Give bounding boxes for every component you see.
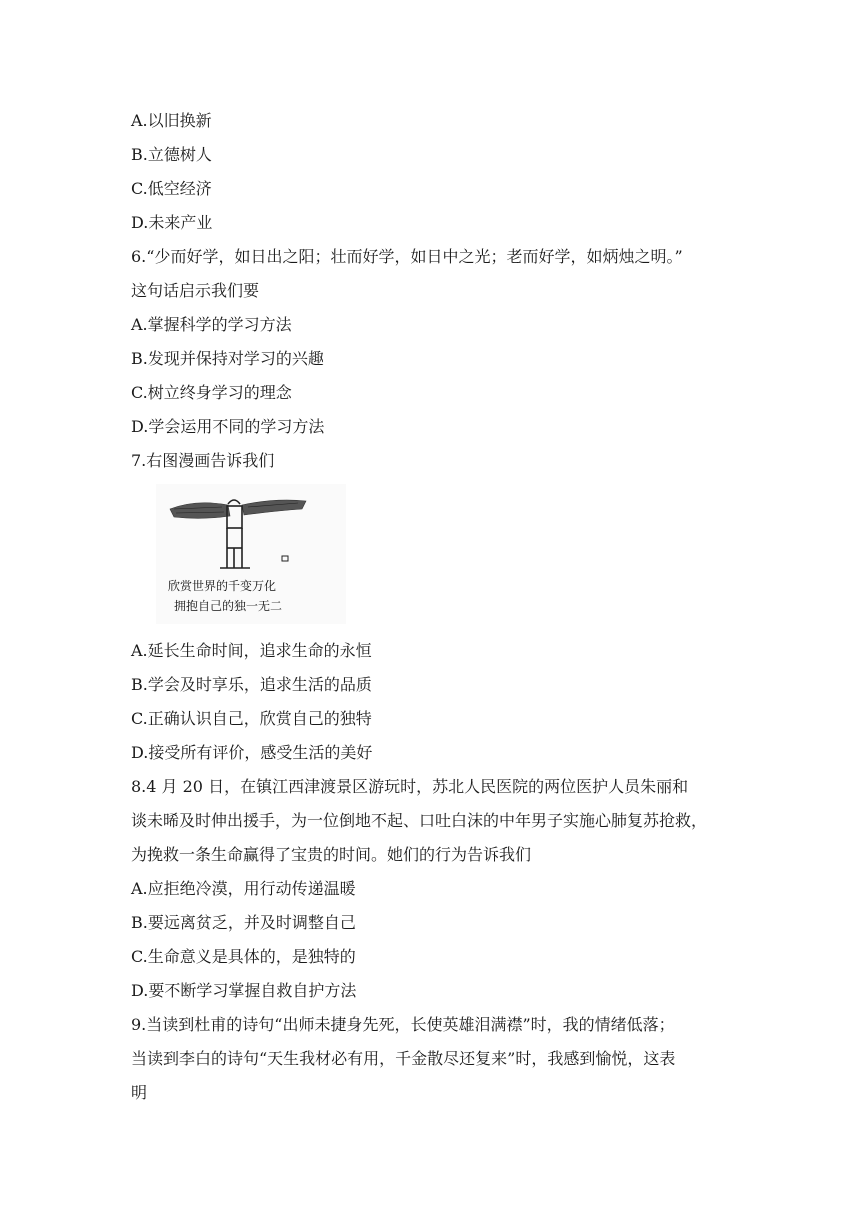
q7-option-b: B.学会及时享乐，追求生活的品质 <box>131 675 372 694</box>
q8-option-c: C.生命意义是具体的，是独特的 <box>131 947 356 966</box>
q8-stem-line2: 谈未晞及时伸出援手，为一位倒地不起、口吐白沫的中年男子实施心肺复苏抢救， <box>131 811 708 830</box>
q6-stem-line1: 6.“少而好学，如日出之阳；壮而好学，如日中之光；老而好学，如炳烛之明。” <box>131 247 683 266</box>
q5-option-a: A.以旧换新 <box>131 111 212 130</box>
q9-stem-line1: 9.当读到杜甫的诗句“出师未捷身先死，长使英雄泪满襟”时，我的情绪低落； <box>131 1015 675 1034</box>
q7-stem: 7.右图漫画告诉我们 <box>131 451 275 470</box>
q6-option-d: D.学会运用不同的学习方法 <box>131 417 325 436</box>
q8-stem-line3: 为挽救一条生命赢得了宝贵的时间。她们的行为告诉我们 <box>131 845 532 864</box>
q7-option-c: C.正确认识自己，欣赏自己的独特 <box>131 709 372 728</box>
q6-stem-line2: 这句话启示我们要 <box>131 281 260 300</box>
comic-caption-line1: 欣赏世界的千变万化 <box>168 579 277 593</box>
q6-option-a: A.掌握科学的学习方法 <box>131 315 292 334</box>
q9-stem-line2: 当读到李白的诗句“天生我材必有用，千金散尽还复来”时，我感到愉悦，这表 <box>131 1049 676 1068</box>
q7-option-d: D.接受所有评价，感受生活的美好 <box>131 743 373 762</box>
comic-caption-line2: 拥抱自己的独一无二 <box>174 599 283 613</box>
q6-option-b: B.发现并保持对学习的兴趣 <box>131 349 324 368</box>
q5-option-d: D.未来产业 <box>131 213 213 232</box>
q5-option-b: B.立德树人 <box>131 145 212 164</box>
q7-option-a: A.延长生命时间，追求生命的永恒 <box>131 641 372 660</box>
q6-option-c: C.树立终身学习的理念 <box>131 383 292 402</box>
q8-option-b: B.要远离贫乏，并及时调整自己 <box>131 913 356 932</box>
q8-stem-line1: 8.4 月 20 日，在镇江西津渡景区游玩时，苏北人民医院的两位医护人员朱丽和 <box>131 777 689 796</box>
q5-option-c: C.低空经济 <box>131 179 212 198</box>
q9-stem-line3: 明 <box>131 1083 148 1102</box>
q8-option-a: A.应拒绝冷漠，用行动传递温暖 <box>131 879 356 898</box>
q8-option-d: D.要不断学习掌握自救自护方法 <box>131 981 357 1000</box>
q7-comic-image <box>156 484 346 624</box>
